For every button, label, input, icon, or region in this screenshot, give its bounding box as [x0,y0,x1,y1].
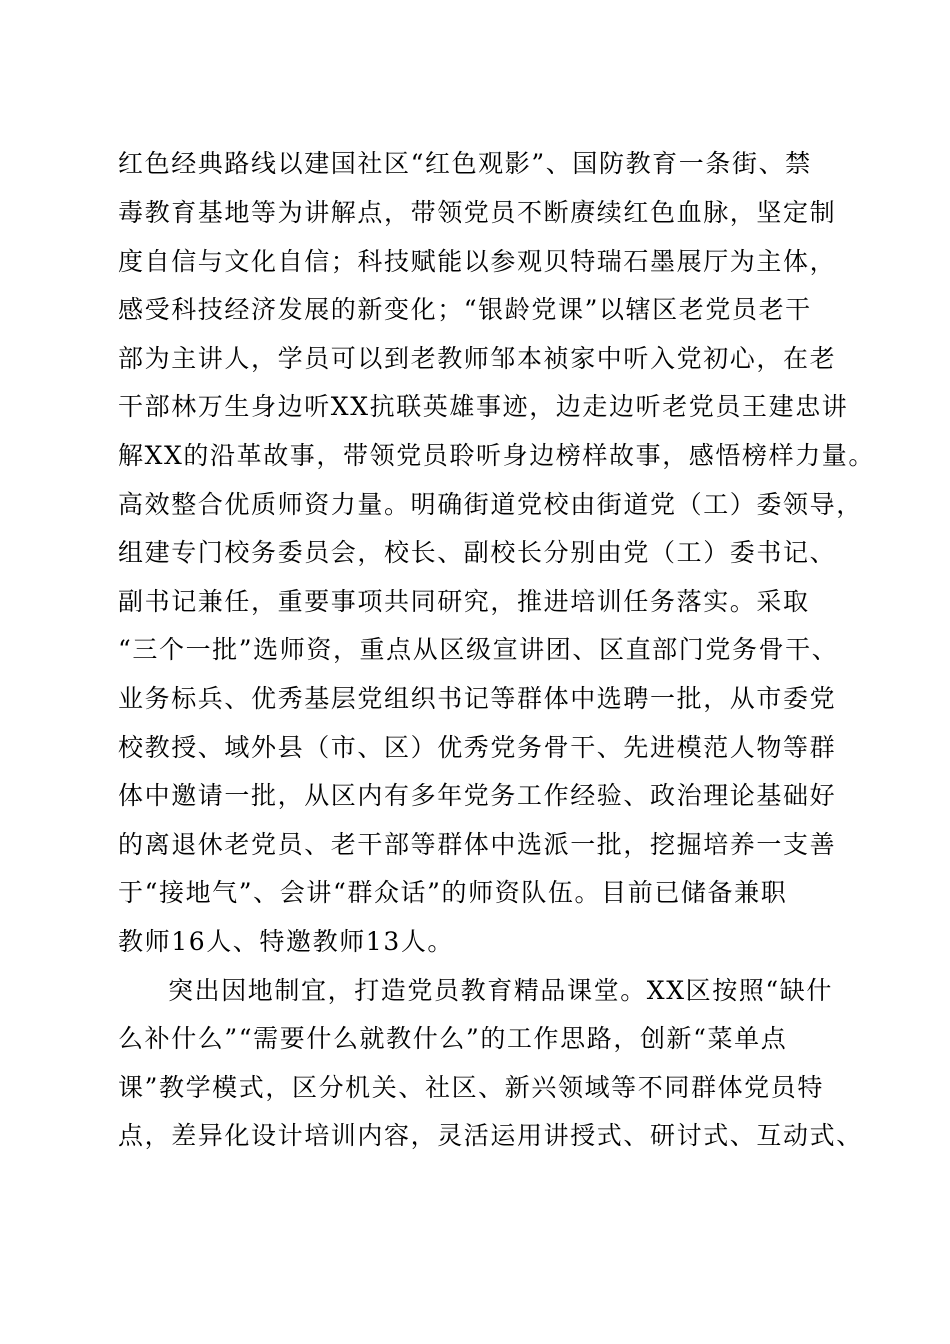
text-line-11: “三个一批”选师资，重点从区级宣讲团、区直部门党务骨干、 [118,635,839,664]
text-line-5: 部为主讲人，学员可以到老教师邹本祯家中听入党初心，在老 [118,344,837,373]
text-line-9: 组建专门校务委员会，校长、副校长分别由党（工）委书记、 [118,538,837,567]
text-line-13: 校教授、域外县（市、区）优秀党务骨干、先进模范人物等群 [118,733,837,762]
text-line-15: 的离退休老党员、老干部等群体中选派一批，挖掘培养一支善 [118,830,837,859]
text-line-18: 突出因地制宜，打造党员教育精品课堂。XX区按照“缺什 [168,976,833,1005]
text-line-17: 教师16人、特邀教师13人。 [118,927,455,956]
text-line-1: 红色经典路线以建国社区“红色观影”、国防教育一条街、禁 [118,149,812,178]
text-line-12: 业务标兵、优秀基层党组织书记等群体中选聘一批，从市委党 [118,684,837,713]
text-line-7: 解XX的沿革故事，带领党员聆听身边榜样故事，感悟榜样力量。 [118,441,875,470]
text-line-6: 干部林万生身边听XX抗联英雄事迹，边走边听老党员王建忠讲 [118,392,849,421]
text-line-4: 感受科技经济发展的新变化；“银龄党课”以辖区老党员老干 [118,295,812,324]
text-line-21: 点，差异化设计培训内容，灵活运用讲授式、研讨式、互动式、 [118,1121,863,1150]
text-line-19: 么补什么”“需要什么就教什么”的工作思路，创新“菜单点 [118,1024,788,1053]
text-line-20: 课”教学模式，区分机关、社区、新兴领域等不同群体党员特 [118,1073,824,1102]
text-line-3: 度自信与文化自信；科技赋能以参观贝特瑞石墨展厅为主体， [118,247,837,276]
text-line-10: 副书记兼任，重要事项共同研究，推进培训任务落实。采取 [118,587,810,616]
text-line-14: 体中邀请一批，从区内有多年党务工作经验、政治理论基础好 [118,781,837,810]
text-line-2: 毒教育基地等为讲解点，带领党员不断赓续红色血脉，坚定制 [118,198,837,227]
text-line-16: 于“接地气”、会讲“群众话”的师资队伍。目前已储备兼职 [118,878,788,907]
text-line-8: 高效整合优质师资力量。明确街道党校由街道党（工）委领导， [118,490,863,519]
